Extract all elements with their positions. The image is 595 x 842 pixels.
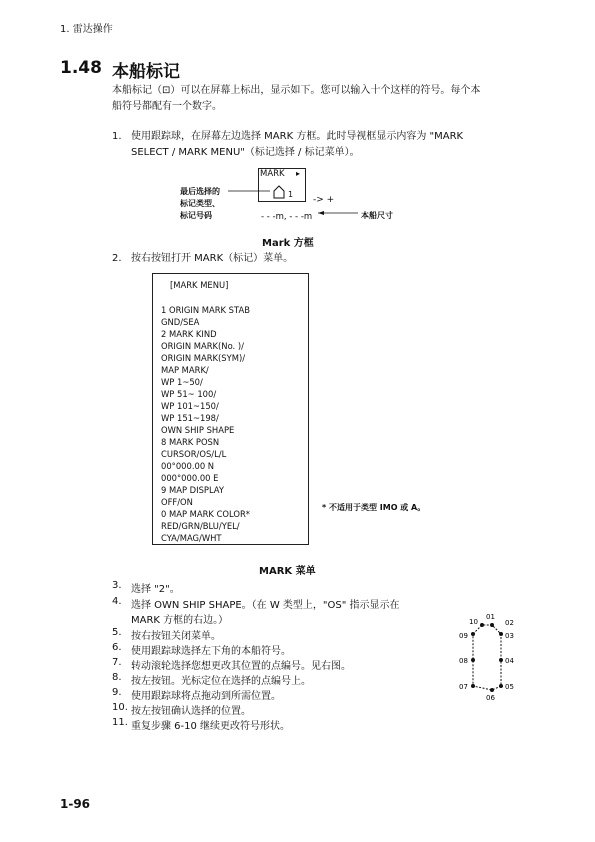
step-text: 使用跟踪球选择左下角的本船符号。 (131, 646, 291, 657)
triangle-right-icon: ▸ (296, 169, 301, 178)
step-number: 5. (112, 627, 122, 638)
menu-line: 2 MARK KIND (161, 329, 217, 339)
label-mark-number: 标记号码 (180, 211, 212, 220)
menu-line: [MARK MENU] (170, 280, 229, 290)
mark-menu-box (152, 273, 309, 545)
mark-menu-caption: MARK 菜单 (259, 566, 316, 577)
own-ship-mark-icon: ⊡ (162, 85, 171, 96)
point-label-01: 01 (486, 613, 495, 621)
step-1-number: 1. (112, 131, 122, 142)
intro-line-1: 本船标记（⊡）可以在屏幕上标出，显示如下。您可以输入十个这样的符号。每个本 (112, 85, 481, 96)
menu-line: 0 MAP MARK COLOR* (161, 509, 250, 519)
label-ship-size: 本船尺寸 (361, 211, 393, 220)
point-label-04: 04 (505, 657, 514, 665)
step-1-line-1: 使用跟踪球，在屏幕左边选择 MARK 方框。此时导视框显示内容为 "MARK (131, 131, 464, 142)
point-label-06: 06 (486, 694, 495, 702)
running-header: 1. 雷达操作 (60, 24, 113, 35)
step-1-line-2: SELECT / MARK MENU"（标记选择 / 标记菜单）。 (131, 147, 360, 158)
step-text: 按右按钮关闭菜单。 (131, 631, 221, 642)
section-title: 本船标记 (112, 62, 180, 82)
point-label-05: 05 (505, 683, 514, 691)
menu-line: 00°000.00 N (161, 461, 215, 471)
step-2-text: 按右按钮打开 MARK（标记）菜单。 (131, 253, 294, 264)
mark-arrow-text: -> + (313, 195, 335, 205)
menu-line: WP 101~150/ (161, 401, 219, 411)
menu-line: OWN SHIP SHAPE (161, 425, 235, 435)
mark-number: 1 (288, 190, 294, 199)
menu-line: MAP MARK/ (161, 365, 209, 375)
step-number: 7. (112, 657, 122, 668)
menu-line: OFF/ON (161, 497, 193, 507)
leader-lines (228, 186, 368, 216)
step-text: MARK 方框的右边。） (131, 615, 229, 626)
step-text: 使用跟踪球将点拖动到所需位置。 (131, 691, 281, 702)
menu-line: RED/GRN/BLU/YEL/ (161, 521, 240, 531)
section-number: 1.48 (60, 58, 102, 78)
step-number: 9. (112, 687, 122, 698)
step-number: 3. (112, 580, 122, 591)
point-label-09: 09 (459, 632, 468, 640)
menu-line: 1 ORIGIN MARK STAB (161, 305, 250, 315)
point-label-02: 02 (505, 619, 514, 627)
step-text: 选择 OWN SHIP SHAPE。（在 W 类型上，"OS" 指示显示在 (131, 600, 400, 611)
point-label-10: 10 (469, 618, 478, 626)
point-label-03: 03 (505, 632, 514, 640)
menu-line: ORIGIN MARK(No. )/ (161, 341, 244, 351)
menu-line: CURSOR/OS/L/L (161, 449, 227, 459)
label-mark-type: 标记类型、 (180, 199, 220, 208)
menu-line: 8 MARK POSN (161, 437, 220, 447)
menu-footnote: * 不适用于类型 IMO 或 A。 (322, 503, 426, 512)
point-label-08: 08 (459, 657, 468, 665)
menu-line: 000°000.00 E (161, 473, 219, 483)
step-text: 按左按钮确认选择的位置。 (131, 706, 251, 717)
step-number: 10. (112, 702, 128, 713)
point-label-07: 07 (459, 683, 468, 691)
ship-shape-diagram (455, 610, 535, 705)
label-last-selected: 最后选择的 (180, 187, 220, 196)
step-number: 4. (112, 596, 122, 607)
step-text: 重复步骤 6-10 继续更改符号形状。 (131, 721, 291, 732)
step-number: 11. (112, 717, 128, 728)
step-2-number: 2. (112, 253, 122, 264)
step-text: 选择 "2"。 (131, 584, 180, 595)
menu-line: ORIGIN MARK(SYM)/ (161, 353, 246, 363)
step-number: 8. (112, 672, 122, 683)
step-text: 按左按钮。光标定位在选择的点编号上。 (131, 676, 311, 687)
menu-line: GND/SEA (161, 317, 200, 327)
page-number: 1-96 (60, 797, 91, 811)
step-number: 6. (112, 642, 122, 653)
mark-box-title: MARK (260, 169, 285, 179)
menu-line: WP 51~ 100/ (161, 389, 217, 399)
menu-line: WP 151~198/ (161, 413, 219, 423)
step-text: 转动滚轮选择您想更改其位置的点编号。见右图。 (131, 661, 351, 672)
intro-line-2: 船符号都配有一个数字。 (112, 101, 222, 112)
mark-dimensions: - - -m, - - -m (261, 212, 313, 222)
menu-line: CYA/MAG/WHT (161, 533, 222, 543)
mark-box-caption: Mark 方框 (262, 238, 314, 249)
menu-line: 9 MAP DISPLAY (161, 485, 224, 495)
menu-line: WP 1~50/ (161, 377, 203, 387)
